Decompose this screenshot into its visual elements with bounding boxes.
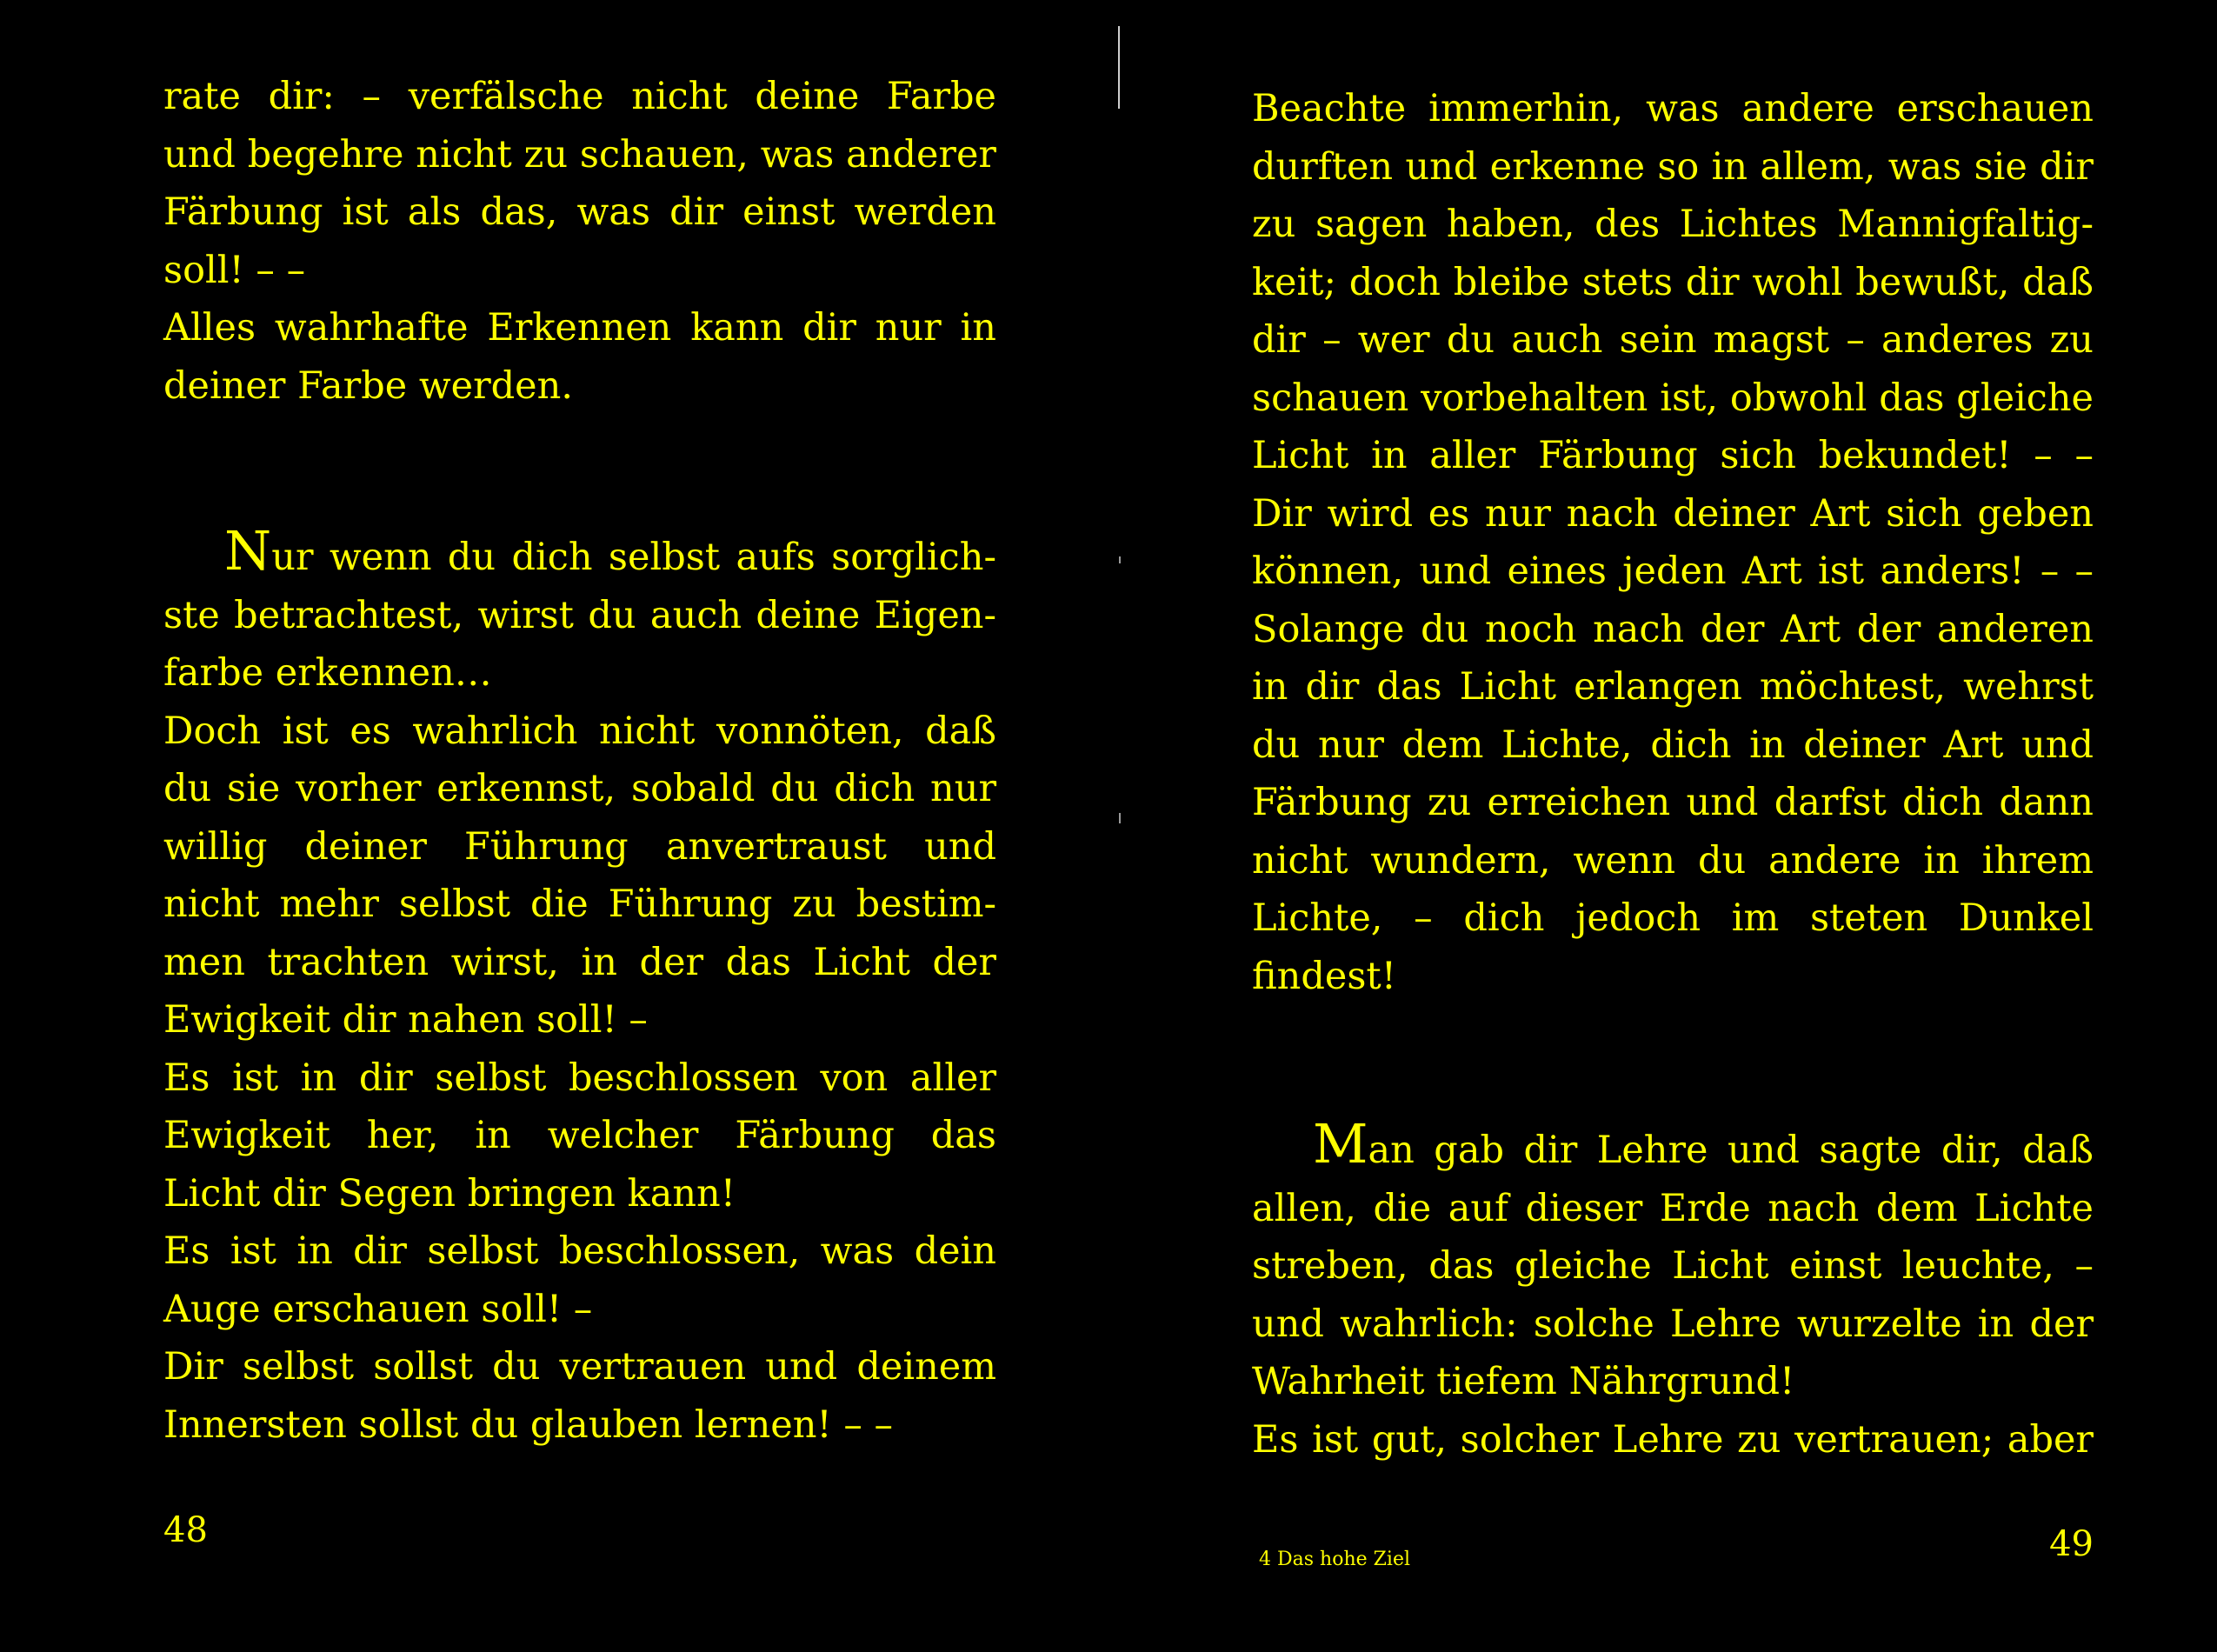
right-paragraph-1 [1252,80,2094,1005]
text-line: nicht wundern, wenn du andere in ihrem [1252,838,2094,883]
text-line: keit; doch bleibe stets dir wohl bewußt, daß [1252,260,2094,304]
page-number: 48 [163,1510,208,1550]
text-line: nicht mehr selbst die Führung zu bestim- [163,883,996,926]
text-line: Doch ist es wahrlich nicht vonnöten, daß [163,709,996,753]
text-line: Färbung ist als das, was dir einst werden [163,190,996,234]
text-line-rest: an gab dir Lehre und sagte dir, daß [1368,1129,2094,1172]
page-footer-signature: 4 Das hohe Ziel [1259,1549,1411,1570]
gutter-speck [1119,813,1121,823]
text-line: Ewigkeit her, in welcher Färbung das [163,1114,996,1157]
text-line: in dir das Licht erlangen möchtest, wehrst [1252,665,2094,709]
text-line [163,519,996,587]
text-line: deiner Farbe werden. [163,363,573,408]
text-line: Dir selbst sollst du vertrauen und deinem [163,1345,996,1389]
text-line: Es ist gut, solcher Lehre zu vertrauen; aber [1252,1417,2094,1462]
drop-cap: N [224,519,272,583]
text-line: durften und erkenne so in allem, was sie dir [1252,144,2094,189]
text-line: Auge erschauen soll! – [163,1287,593,1331]
page-number: 49 [2049,1524,2094,1564]
text-line: allen, die auf dieser Erde nach dem Lichte [1252,1186,2094,1230]
right-paragraph-2 [1252,1112,2094,1469]
text-line: schauen vorbehalten ist, obwohl das gleiche [1252,376,2094,420]
text-line: du sie vorher erkennst, sobald du dich nur [163,767,996,810]
text-line: farbe erkennen… [163,651,492,695]
text-line: Dir wird es nur nach deiner Art sich geben [1252,491,2094,536]
text-line: ste betrachtest, wirst du auch deine Eigen- [163,593,996,637]
text-line: und begehre nicht zu schauen, was anderer [163,132,996,177]
text-line: willig deiner Führung anvertraust und [163,824,996,869]
text-line: Alles wahrhafte Erkennen kann dir nur in [163,306,996,350]
text-line: können, und eines jeden Art ist anders! – – [1252,550,2094,593]
left-page [163,0,996,1652]
left-paragraph-1 [163,68,996,415]
text-line: streben, das gleiche Licht einst leuchte, – [1252,1244,2094,1288]
gutter-mark [1118,26,1120,109]
text-line: Färbung zu erreichen und darfst dich dann [1252,781,2094,824]
left-paragraph-2 [163,519,996,1454]
text-line: Lichte, – dich jedoch im steten Dunkel [1252,896,2094,940]
text-line: soll! – – [163,248,306,292]
text-line-rest: ur wenn du dich selbst aufs sorglich- [271,536,996,579]
text-line: rate dir: – verfälsche nicht deine Farbe [163,75,996,118]
text-line: Ewigkeit dir nahen soll! – [163,998,648,1042]
text-line: Innersten sollst du glauben lernen! – – [163,1402,894,1447]
text-line: du nur dem Lichte, dich in deiner Art und [1252,723,2094,767]
text-line: findest! [1252,954,1396,998]
text-line: Es ist in dir selbst beschlossen, was dein [163,1229,996,1273]
text-line: Beachte immerhin, was andere erschauen [1252,87,2094,130]
text-line: zu sagen haben, des Lichtes Mannigfaltig- [1252,203,2094,246]
text-line: Licht dir Segen bringen kann! [163,1171,736,1216]
text-line [1252,1112,2094,1180]
text-line: dir – wer du auch sein magst – anderes zu [1252,318,2094,362]
text-line: Licht in aller Färbung sich bekundet! – – [1252,434,2094,477]
gutter-speck [1119,556,1121,563]
right-page [1252,0,2094,1652]
text-line: Wahrheit tiefem Nährgrund! [1252,1360,1795,1403]
text-line: und wahrlich: solche Lehre wurzelte in der [1252,1302,2094,1346]
text-line: men trachten wirst, in der das Licht der [163,940,996,984]
text-line: Solange du noch nach der Art der anderen [1252,607,2094,651]
text-line: Es ist in dir selbst beschlossen von aller [163,1056,996,1100]
drop-cap: M [1313,1112,1368,1176]
